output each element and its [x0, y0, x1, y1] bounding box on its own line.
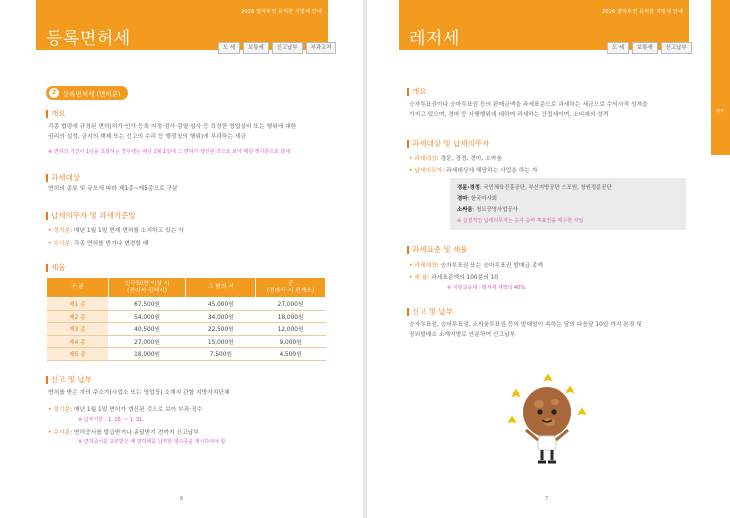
rates-header-category: 구 분: [47, 278, 109, 298]
right-page: [367, 0, 730, 518]
section-badge: [46, 86, 128, 100]
table-row: 제2 종 54,000원 34,000원 18,000원: [47, 310, 326, 323]
filing-item-regular: • 정기분: 매년 1월 1일 면허가 갱신된 것으로 보아 부과·징수: [48, 407, 203, 413]
rates-table: [46, 277, 326, 361]
taxpayer-box: [450, 178, 686, 230]
left-page: [0, 0, 363, 518]
table-row: 제5 종 18,000원 7,500원 4,500원: [47, 348, 326, 361]
side-tab-text: 레저: [716, 108, 724, 113]
mascot-illustration: [505, 374, 591, 464]
table-row: 제4 종 27,000원 15,000원 9,000원: [47, 335, 326, 348]
taxpayer-heading: 납세의무자 및 과세기준일: [46, 210, 135, 221]
section-title: 등록면허세 (면허분): [63, 89, 121, 98]
taxpayer-item: • 납세의무자: 과세대상에 해당하는 사업을 하는 자: [409, 168, 538, 174]
rates-header-county: 군 (전라시·시 편재소): [256, 278, 326, 298]
rates-note: ※ 지방교육세 : 레저세 세액의 40%: [447, 285, 526, 291]
page-number: 7: [545, 496, 549, 502]
overview-heading: 개요: [46, 108, 66, 119]
table-row: 제1 종 67,500원 45,000원 27,000원: [47, 298, 326, 311]
rates-header-other-city: 그 밖의 시: [186, 278, 256, 298]
box-line-bullfight: 소싸움: 청도공영사업공사: [457, 207, 518, 213]
rates-item-base: • 과세대상: 승자투표권 또는 승마투표권 발매금 총액: [409, 263, 544, 269]
rates-heading: 세율: [46, 262, 66, 273]
subject-text: 면허의 종류 및 규모에 따라 제1종~제5종으로 구분: [48, 186, 178, 192]
box-note: ※ 실질적인 납세의무자는 승자·승마 투표권을 매수한 자임: [457, 218, 584, 224]
tab-ordinary-tax: 보통세: [243, 42, 269, 54]
tab-assessment: 부과고지: [306, 42, 337, 54]
next-page-edge: [711, 0, 730, 155]
header-caption: 2026 알아두면 유익한 지방세 안내: [240, 9, 322, 15]
filing-item-occasional: • 수시분: 면허증서를 발급받거나 송달받기 전까지 신고납부: [48, 430, 199, 436]
rates-item-rate: • 세 율: 과세표준액의 100분의 10: [409, 275, 499, 281]
filing-heading: 신고 및 납부: [407, 306, 453, 317]
taxpayer-item-regular: • 정기분: 매년 1월 1일 현재 면허를 소지하고 있는 자: [48, 228, 184, 234]
overview-text: 각종 법령에 규정된 면허(허가·인가·등록·지정·검사·검열·심사 등 특정한 영업설비 또는 행위에 대한 권리의 설정, 금지의 해제 또는 신고의 수리 등 행정청의 행위)에 부과하는 세금: [48, 124, 297, 140]
overview-text: 승자투표권이나 승마투표권 등의 판매금액을 과세표준으로 과세하는 세금으로 수익사적 성격을 가지고 있으며, 경마 등 사행행위에 대하여 과세하는 간접세이며, 소비세의 성격: [409, 102, 648, 118]
rates-heading: 과세표준 및 세율: [407, 244, 467, 255]
rates-header-large-city: 인구50만 이상 시 (전라시·김해시): [108, 278, 186, 298]
filing-note-receipt: ※ 면허증서를 교부받은 때 면허세를 납부한 영수증을 제시하여야 함: [78, 439, 226, 445]
tab-local-tax: 도 세: [607, 42, 629, 54]
taxpayer-item-occasional: • 수시분: 각종 면허를 받거나 변경할 때: [48, 241, 149, 247]
tab-self-filing: 신고납부: [272, 42, 303, 54]
filing-heading: 신고 및 납부: [46, 374, 92, 385]
subject-heading: 과세대상: [46, 172, 80, 183]
right-tax-tabs: [607, 42, 692, 54]
page-number: 6: [180, 496, 184, 502]
left-tax-tabs: [218, 42, 336, 54]
box-line-cycle: 경륜·경정: 국민체육진흥공단, 부산지방공단 스포원, 창원경륜공단: [457, 185, 612, 191]
section-number: 2: [49, 88, 59, 98]
tab-self-filing: 신고납부: [661, 42, 692, 54]
header-caption: 2026 알아두면 유익한 지방세 안내: [601, 9, 683, 15]
subject-item: • 과세대상: 경륜, 경정, 경마, 소싸움: [409, 156, 502, 162]
filing-note-deadline: ※ 납부기한 : 1. 16. ~ 1. 31.: [78, 417, 144, 423]
subject-heading: 과세대상 및 납세의무자: [407, 138, 489, 149]
table-row: 제3 종 40,500원 22,500원 12,000원: [47, 323, 326, 336]
overview-heading: 개요: [407, 86, 427, 97]
tab-ordinary-tax: 보통세: [632, 42, 658, 54]
overview-note: ※ 면허의 기간이 1년을 초과하는 경우에는 매년 1월 1일에 그 면허가 갱신된 것으로 보아 매년 정기분으로 과세: [48, 149, 291, 155]
box-line-horse: 경마: 한국마사회: [457, 196, 497, 202]
filing-text: 면허를 받은 자의 주소가(사업소 또는 영업장) 소재지 관할 지방자치단체: [48, 390, 230, 396]
tab-local-tax: 도 세: [218, 42, 240, 54]
page-title: 등록면허세: [46, 29, 131, 49]
page-title: 레저세: [409, 29, 460, 49]
filing-text: 승자투표권, 승마투표권, 소싸움투표권 등의 발매일이 속하는 달의 다음달 10일 까지 본점 및 장외발매소 소재지별로 안분하여 신고납부: [409, 322, 642, 338]
